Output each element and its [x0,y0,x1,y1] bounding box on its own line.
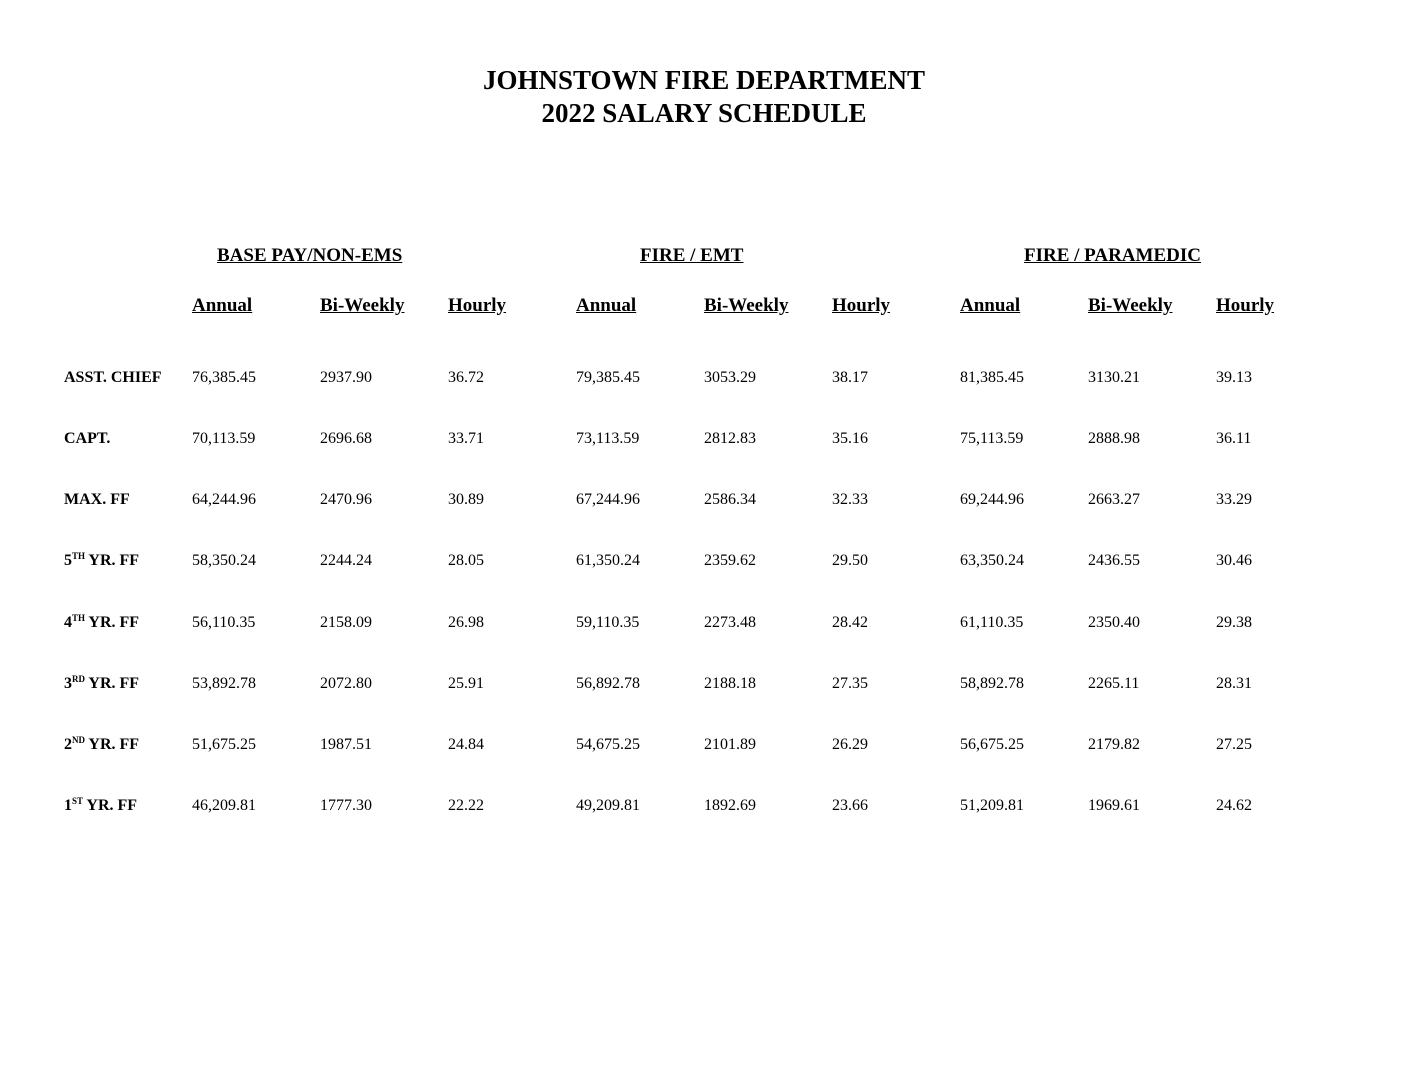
cell-emt-annual: 67,244.96 [576,491,640,508]
cell-paramedic-hourly: 29.38 [1216,614,1252,631]
cell-base-hourly: 30.89 [448,491,484,508]
group-heading-base-pay: BASE PAY/NON-EMS [217,245,403,266]
cell-emt-annual: 59,110.35 [576,614,640,631]
cell-emt-hourly: 35.16 [832,430,868,447]
cell-base-bi-weekly: 2072.80 [320,675,372,692]
row-label [64,489,130,511]
column-heading-bi-weekly: Bi-Weekly [704,295,789,316]
cell-paramedic-annual: 69,244.96 [960,491,1024,508]
title-line-2: 2022 SALARY SCHEDULE [541,98,867,128]
cell-emt-hourly: 26.29 [832,736,868,753]
cell-emt-bi-weekly: 2188.18 [704,675,756,692]
cell-paramedic-bi-weekly: 2663.27 [1088,491,1140,508]
row-label-text: 4 [64,614,72,631]
cell-base-annual: 58,350.24 [192,552,256,569]
column-heading-bi-weekly: Bi-Weekly [1088,295,1173,316]
cell-emt-annual: 79,385.45 [576,369,640,386]
cell-emt-hourly: 28.42 [832,614,868,631]
cell-emt-bi-weekly: 2273.48 [704,614,756,631]
cell-emt-annual: 73,113.59 [576,430,640,447]
row-label [64,795,137,817]
row-label-text: ASST. CHIEF [64,369,162,386]
cell-base-bi-weekly: 2696.68 [320,430,372,447]
cell-paramedic-annual: 75,113.59 [960,430,1024,447]
cell-emt-bi-weekly: 2586.34 [704,491,756,508]
row-label-text: 5 [64,552,72,569]
cell-paramedic-hourly: 36.11 [1216,430,1252,447]
cell-paramedic-annual: 81,385.45 [960,369,1024,386]
row-label-text: 1 [64,797,72,814]
cell-paramedic-hourly: 27.25 [1216,736,1252,753]
cell-emt-bi-weekly: 2812.83 [704,430,756,447]
row-label [64,673,139,695]
row-label-ordinal-suffix: ST [72,796,84,806]
row-label [64,367,162,389]
cell-emt-annual: 61,350.24 [576,552,640,569]
row-label [64,734,139,756]
cell-base-annual: 53,892.78 [192,675,256,692]
row-label-text: CAPT. [64,430,111,447]
row-label-tail: YR. FF [85,552,140,569]
column-heading-hourly: Hourly [832,295,891,316]
row-label [64,428,110,450]
cell-base-hourly: 22.22 [448,797,484,814]
row-label [64,612,139,634]
column-heading-hourly: Hourly [448,295,507,316]
cell-paramedic-annual: 56,675.25 [960,736,1024,753]
cell-paramedic-annual: 61,110.35 [960,614,1024,631]
cell-base-bi-weekly: 1987.51 [320,736,372,753]
cell-paramedic-bi-weekly: 2888.98 [1088,430,1140,447]
cell-paramedic-bi-weekly: 1969.61 [1088,797,1140,814]
cell-emt-annual: 49,209.81 [576,797,640,814]
column-heading-annual: Annual [960,295,1021,316]
cell-paramedic-bi-weekly: 2350.40 [1088,614,1140,631]
column-heading-annual: Annual [192,295,253,316]
row-label-tail: YR. FF [85,675,140,692]
cell-base-hourly: 33.71 [448,430,484,447]
cell-emt-bi-weekly: 3053.29 [704,369,756,386]
cell-base-hourly: 26.98 [448,614,484,631]
cell-paramedic-annual: 63,350.24 [960,552,1024,569]
cell-paramedic-annual: 51,209.81 [960,797,1024,814]
row-label-ordinal-suffix: ND [72,735,85,745]
row-label-ordinal-suffix: TH [72,613,86,623]
cell-paramedic-bi-weekly: 2179.82 [1088,736,1140,753]
cell-emt-hourly: 38.17 [832,369,868,386]
cell-base-annual: 46,209.81 [192,797,256,814]
cell-base-bi-weekly: 2158.09 [320,614,372,631]
cell-paramedic-hourly: 24.62 [1216,797,1252,814]
cell-emt-bi-weekly: 2101.89 [704,736,756,753]
row-label-ordinal-suffix: RD [72,674,85,684]
cell-base-bi-weekly: 1777.30 [320,797,372,814]
group-heading-fire-emt: FIRE / EMT [640,245,744,266]
row-label-text: 3 [64,675,72,692]
column-heading-annual: Annual [576,295,637,316]
cell-emt-bi-weekly: 1892.69 [704,797,756,814]
cell-emt-annual: 54,675.25 [576,736,640,753]
cell-paramedic-hourly: 30.46 [1216,552,1252,569]
cell-paramedic-annual: 58,892.78 [960,675,1024,692]
cell-base-annual: 70,113.59 [192,430,256,447]
row-label [64,550,139,572]
cell-base-hourly: 25.91 [448,675,484,692]
cell-base-hourly: 28.05 [448,552,484,569]
cell-emt-bi-weekly: 2359.62 [704,552,756,569]
row-label-ordinal-suffix: TH [72,551,86,561]
column-heading-bi-weekly: Bi-Weekly [320,295,405,316]
cell-base-hourly: 24.84 [448,736,484,753]
title-line-1: JOHNSTOWN FIRE DEPARTMENT [482,65,926,95]
cell-paramedic-bi-weekly: 2436.55 [1088,552,1140,569]
cell-base-annual: 56,110.35 [192,614,256,631]
cell-paramedic-hourly: 33.29 [1216,491,1252,508]
cell-base-bi-weekly: 2470.96 [320,491,372,508]
cell-base-annual: 51,675.25 [192,736,256,753]
row-label-tail: YR. FF [85,736,140,753]
cell-emt-hourly: 32.33 [832,491,868,508]
cell-emt-hourly: 27.35 [832,675,868,692]
cell-base-annual: 76,385.45 [192,369,256,386]
cell-emt-annual: 56,892.78 [576,675,640,692]
row-label-tail: YR. FF [83,797,138,814]
row-label-text: 2 [64,736,72,753]
group-heading-fire-paramedic: FIRE / PARAMEDIC [1024,245,1201,266]
column-heading-hourly: Hourly [1216,295,1275,316]
row-label-tail: YR. FF [85,614,140,631]
cell-base-bi-weekly: 2244.24 [320,552,372,569]
row-label-text: MAX. FF [64,491,130,508]
cell-emt-hourly: 29.50 [832,552,868,569]
cell-emt-hourly: 23.66 [832,797,868,814]
cell-base-annual: 64,244.96 [192,491,256,508]
cell-paramedic-bi-weekly: 2265.11 [1088,675,1140,692]
cell-paramedic-hourly: 39.13 [1216,369,1252,386]
cell-base-bi-weekly: 2937.90 [320,369,372,386]
cell-paramedic-bi-weekly: 3130.21 [1088,369,1140,386]
cell-paramedic-hourly: 28.31 [1216,675,1252,692]
cell-base-hourly: 36.72 [448,369,484,386]
